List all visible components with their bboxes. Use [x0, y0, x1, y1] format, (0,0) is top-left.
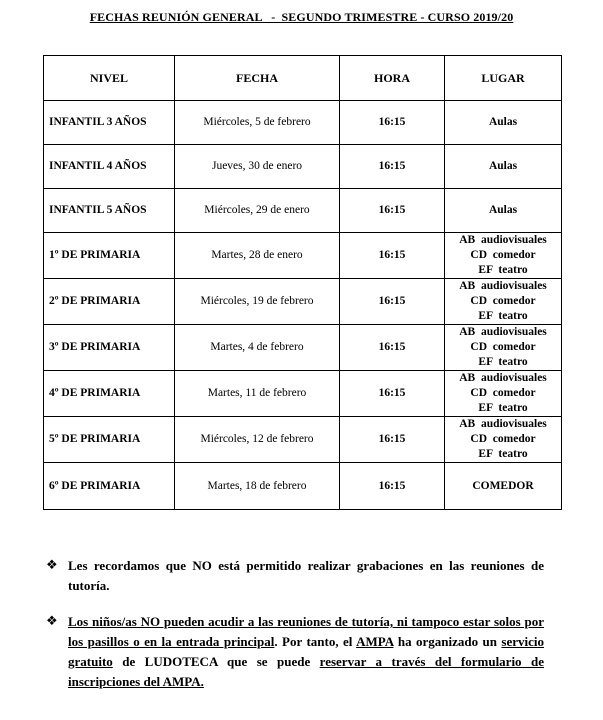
cell-nivel: INFANTIL 5 AÑOS: [44, 189, 175, 233]
table-row: [44, 233, 562, 279]
lugar-line: AB audiovisuales: [459, 280, 547, 292]
table-row: [44, 325, 562, 371]
cell-fecha: Miércoles, 12 de febrero: [175, 417, 340, 463]
cell-nivel: 4º DE PRIMARIA: [44, 371, 175, 417]
lugar-line: Aulas: [488, 160, 518, 172]
table-row: [44, 101, 562, 145]
cell-fecha: Jueves, 30 de enero: [175, 145, 340, 189]
lugar-line: AB audiovisuales: [459, 418, 547, 430]
lugar-line: CD comedor: [470, 341, 536, 353]
cell-hora: 16:15: [340, 233, 445, 279]
lugar-line: AB audiovisuales: [459, 372, 547, 384]
cell-hora: 16:15: [340, 325, 445, 371]
cell-lugar: [445, 101, 562, 145]
cell-lugar: [445, 463, 562, 510]
cell-hora: 16:15: [340, 279, 445, 325]
lugar-line: EF teatro: [478, 356, 528, 368]
cell-lugar: [445, 371, 562, 417]
header-nivel: NIVEL: [44, 56, 175, 101]
note-text: de LUDOTECA que se puede: [112, 654, 320, 669]
lugar-line: AB audiovisuales: [459, 234, 547, 246]
cell-fecha: Martes, 11 de febrero: [175, 371, 340, 417]
cell-lugar: [445, 233, 562, 279]
note-recording-prohibited: [46, 556, 544, 596]
cell-nivel: 2º DE PRIMARIA: [44, 279, 175, 325]
table-row: [44, 371, 562, 417]
meeting-schedule-table: [43, 55, 562, 510]
note-servicio-text: servicio gratuito: [68, 634, 544, 669]
cell-fecha: Martes, 18 de febrero: [175, 463, 340, 510]
lugar-line: Aulas: [488, 204, 518, 216]
cell-lugar: [445, 145, 562, 189]
lugar-line: Aulas: [488, 116, 518, 128]
cell-nivel: 3º DE PRIMARIA: [44, 325, 175, 371]
lugar-line: AB audiovisuales: [459, 326, 547, 338]
cell-lugar: [445, 279, 562, 325]
table-row: [44, 463, 562, 510]
diamond-bullet-icon: ❖: [46, 558, 58, 573]
cell-lugar: [445, 189, 562, 233]
cell-hora: 16:15: [340, 417, 445, 463]
table-row: [44, 145, 562, 189]
cell-hora: 16:15: [340, 371, 445, 417]
lugar-line: CD comedor: [470, 433, 536, 445]
note-underlined-text: Los niños/as NO pueden acudir a las reuniones de tutoría, ni tampoco estar solos por los pasillos o en la entrada principal: [68, 614, 544, 649]
note-text: . Por tanto, el: [274, 634, 357, 649]
cell-hora: 16:15: [340, 189, 445, 233]
note-text: Les recordamos que NO está permitido realizar grabaciones en las reuniones de tutoría.: [68, 558, 544, 593]
cell-hora: 16:15: [340, 463, 445, 510]
note-text: ha organizado un: [393, 634, 502, 649]
cell-lugar: [445, 417, 562, 463]
cell-nivel: INFANTIL 3 AÑOS: [44, 101, 175, 145]
lugar-line: EF teatro: [478, 310, 528, 322]
cell-nivel: 6º DE PRIMARIA: [44, 463, 175, 510]
cell-fecha: Miércoles, 19 de febrero: [175, 279, 340, 325]
cell-fecha: Martes, 4 de febrero: [175, 325, 340, 371]
diamond-bullet-icon: ❖: [46, 614, 58, 629]
lugar-line: CD comedor: [470, 249, 536, 261]
header-lugar: LUGAR: [445, 56, 562, 101]
note-reservar-text: reservar a través del formulario de inscripciones del AMPA.: [68, 654, 544, 689]
cell-nivel: 5º DE PRIMARIA: [44, 417, 175, 463]
cell-fecha: Martes, 28 de enero: [175, 233, 340, 279]
note-children-ludoteca: [46, 612, 544, 692]
table-row: [44, 279, 562, 325]
lugar-line: EF teatro: [478, 402, 528, 414]
note-ampa-text: AMPA: [356, 634, 394, 649]
cell-nivel: 1º DE PRIMARIA: [44, 233, 175, 279]
lugar-line: COMEDOR: [472, 479, 534, 492]
cell-hora: 16:15: [340, 101, 445, 145]
cell-hora: 16:15: [340, 145, 445, 189]
lugar-line: EF teatro: [478, 448, 528, 460]
cell-fecha: Miércoles, 29 de enero: [175, 189, 340, 233]
lugar-line: CD comedor: [470, 387, 536, 399]
table-row: [44, 189, 562, 233]
header-hora: HORA: [340, 56, 445, 101]
header-fecha: FECHA: [175, 56, 340, 101]
cell-lugar: [445, 325, 562, 371]
table-header-row: [44, 56, 562, 101]
table-row: [44, 417, 562, 463]
lugar-line: CD comedor: [470, 295, 536, 307]
lugar-line: EF teatro: [478, 264, 528, 276]
cell-nivel: INFANTIL 4 AÑOS: [44, 145, 175, 189]
cell-fecha: Miércoles, 5 de febrero: [175, 101, 340, 145]
document-title: FECHAS REUNIÓN GENERAL - SEGUNDO TRIMESTRE - CURSO 2019/20: [89, 10, 514, 24]
